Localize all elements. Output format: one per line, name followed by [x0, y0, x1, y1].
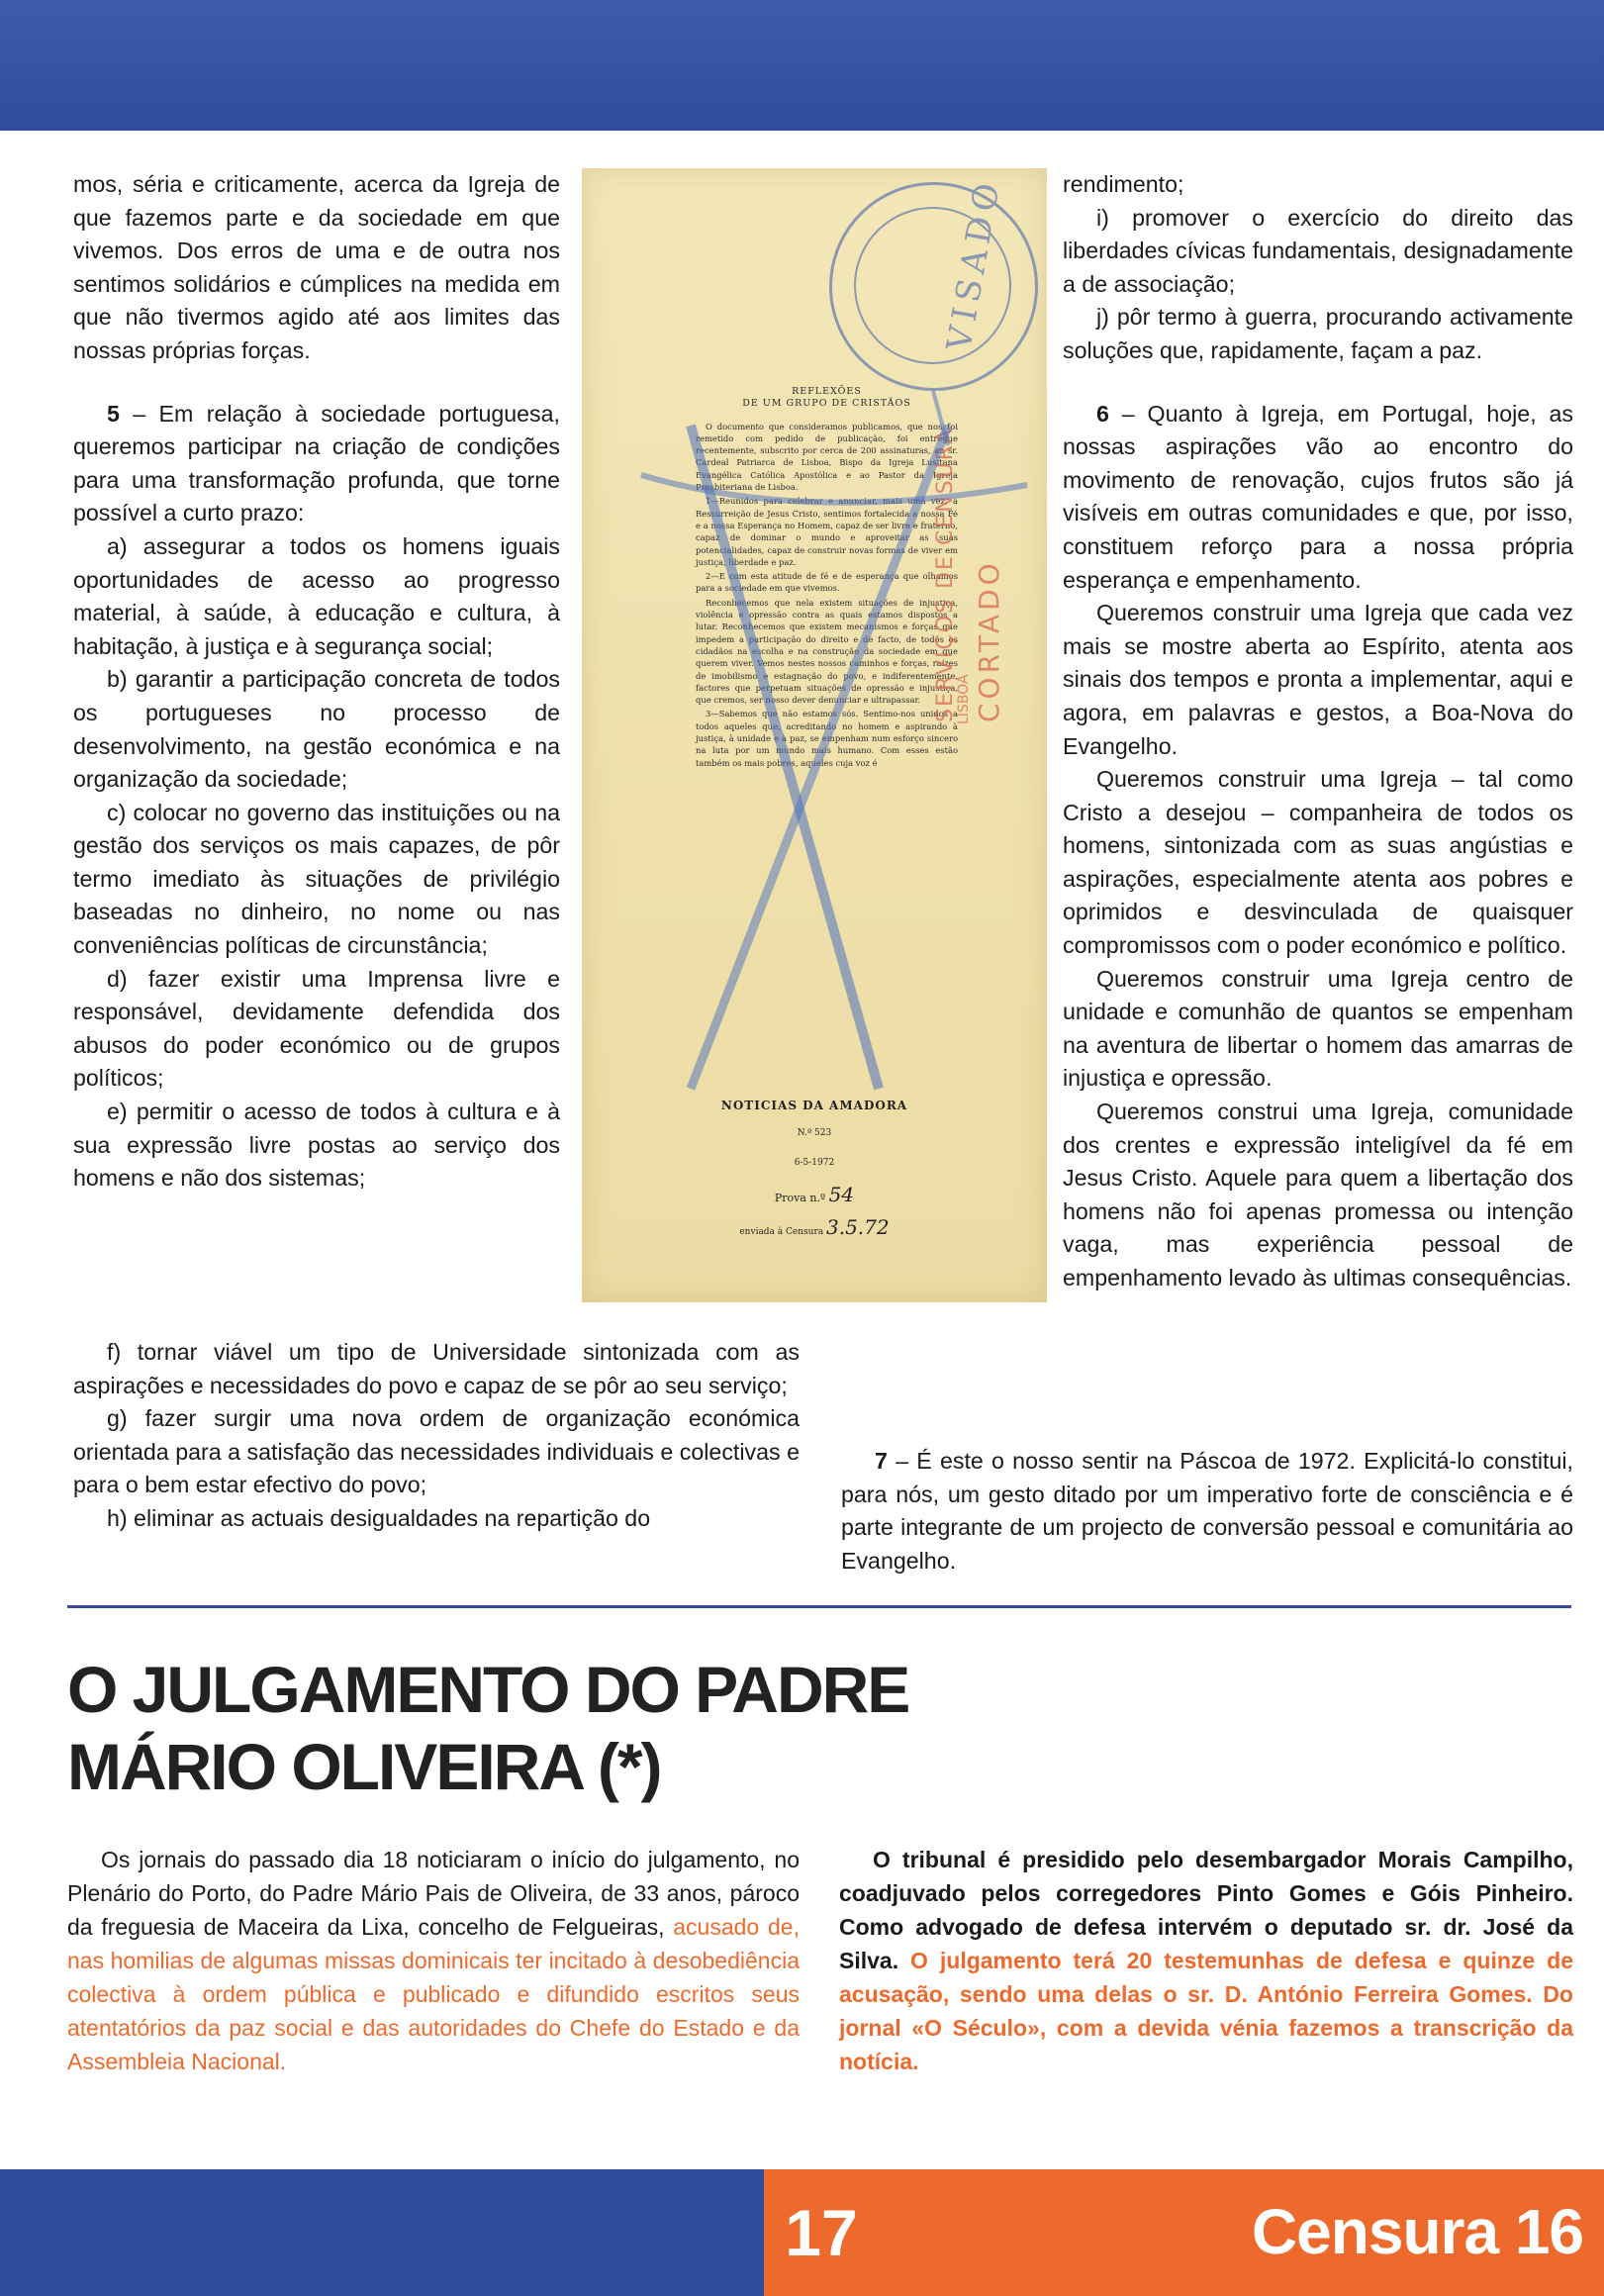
list-item: c) colocar no governo das instituições ou na gestão dos serviços os mais capazes, de pôr termo imediato às situações de privilégio baseadas no dinheiro, no nome ou nas conveniências políticas de circunstância;	[73, 799, 560, 959]
list-item: h) eliminar as actuais desigualdades na repartição do	[107, 1504, 651, 1531]
scan-paragraph: 3—Sabemos que não estamos sós. Sentimo-nos unidos a todos aqueles que, acreditando no homem e aspirando à justiça, à unidade e à paz, se empenham num esforço sincero na luta por um mundo mais humano. Com esses estão também os mais pobres, aqueles cuja voz é	[696, 709, 958, 768]
cortado-stamp: CORTADO	[973, 559, 1005, 722]
list-item: i) promover o exercício do direito das liberdades cívicas fundamentais, designadamente a de associação;	[1063, 204, 1573, 297]
section-divider	[67, 1605, 1571, 1608]
article-paragraph	[839, 1843, 1573, 2078]
list-item: j) pôr termo à guerra, procurando activamente soluções que, rapidamente, façam a paz.	[1063, 304, 1573, 363]
footer-blue	[0, 2169, 764, 2296]
censor-cross-marks	[582, 168, 1047, 1302]
section-6	[1063, 398, 1573, 598]
article-paragraph	[67, 1843, 800, 2078]
paragraph: Queremos construir uma Igreja – tal como Cristo a desejou – companheira de todos os homens, sintonizada com as suas angústias e aspirações, especialmente atenta aos pobres e oprimidos e desvinculada de quaisquer compromissos com o poder económico e político.	[1063, 766, 1573, 959]
right-column	[1063, 168, 1573, 1295]
article-highlight: O julgamento terá 20 testemunhas de defesa e quinze de acusação, sendo uma delas o sr. D. António Ferreira Gomes. Do jornal «O Século», com a devida vénia fazemos a transcrição da notícia.	[839, 1948, 1573, 2074]
scan-paragraph: 2—E com esta atitude de fé e de esperança que olhamos para a sociedade em que vivemos.	[696, 571, 958, 594]
paragraph: Queremos construi uma Igreja, comunidade dos crentes e expressão inteligível da fé em Jesus Cristo. Aquele para quem a libertação dos homens não foi apenas promessa ou intenção vaga, mas experiência pessoal de empenhamento levado às ultimas consequências.	[1063, 1099, 1573, 1291]
section-number: 5	[107, 400, 120, 427]
article-left	[67, 1843, 800, 2078]
article-text: O tribunal é presidido pelo desembargador Morais Campilho, coadjuvado pelos corregedores Pinto Gomes e Góis Pinheiro. Como advogado de defesa intervém o deputado sr. dr. José da Silva.	[839, 1847, 1573, 1973]
section-intro: – Quanto à Igreja, em Portugal, hoje, as nossas aspirações vão ao encontro do movimento de renovação, cujos frutos são já visíveis em outras comunidades e que, por isso, constituem reforço para a nossa própria esperança e empenhamento.	[1063, 400, 1573, 593]
section-5	[73, 398, 560, 530]
scan-paragraph: 1—Reunidos para celebrar e anunciar, mais uma vez, a Ressurreição de Jesus Cristo, sentimos fortalecida a nossa Fé e a nossa Esperança no Homem, capaz de ser livre e fraterno, capaz de dominar o mundo e aproveitar as suas potencialidades, capaz de construir novas formas de viver em justiça, liberdade e paz.	[696, 496, 958, 567]
censorship-stamp-city: LISBOA	[956, 674, 972, 724]
scan-issue: N.º 523	[797, 1128, 832, 1138]
paragraph: Queremos construir uma Igreja que cada vez mais se mostre aberta ao Espírito, atenta aos sinais dos tempos e pronta a implementar, aqui e agora, em palavras e gestos, a Boa-Nova do Evangelho.	[1063, 600, 1573, 759]
censorship-stamp: SERVIÇOS DE CENSURA	[933, 427, 958, 722]
scan-source: NOTICIAS DA AMADORA	[720, 1099, 908, 1112]
left-wide-column	[73, 1336, 800, 1536]
paragraph: mos, séria e criticamente, acerca da Igreja de que fazemos parte e da sociedade em que vivemos. Dos erros de uma e de outra nos sentimos solidários e cúmplices na medida em que não tivermos agido até aos limites das nossas próprias forças.	[73, 171, 560, 363]
list-item: g) fazer surgir uma nova ordem de organização económica orientada para a satisfação das necessidades individuais e colectivas e para o bem estar efectivo do povo;	[73, 1405, 800, 1498]
article-title	[67, 1651, 1057, 1805]
scan-enviada: enviada à Censura 3.5.72	[739, 1215, 890, 1239]
scan-date: 6-5-1972	[794, 1158, 835, 1168]
section-7-column	[841, 1445, 1573, 1578]
section-7	[841, 1445, 1573, 1578]
title-line: MÁRIO OLIVEIRA (*)	[67, 1730, 661, 1803]
scan-paragraph: O documento que consideramos publicamos, que nos foi remetido com pedido de publicação, foi entregue recentemente, subscrito por cerca de 200 assinaturas, ao sr. Cardeal Patriarca de Lisboa, Bispo da Igreja Lusitana Evangélica Católica Apostólica e ao Pastor da Igreja Presbiteriana de Lisboa.	[696, 421, 958, 493]
article-highlight: acusado de, nas homilias de algumas missas dominicais ter incitado à desobediência colectiva à ordem pública e publicado e difundido escritos seus atentatórios da paz social e das autoridades do Chefe do Estado e da Assembleia Nacional.	[67, 1914, 800, 2074]
publication-name: Censura 16	[1251, 2196, 1583, 2267]
section-number: 6	[1096, 400, 1109, 427]
top-banner	[0, 0, 1604, 131]
censored-document-scan	[582, 168, 1047, 1302]
list-item: a) assegurar a todos os homens iguais oportunidades de acesso ao progresso material, à saúde, à educação e cultura, à habitação, à justiça e à segurança social;	[73, 532, 560, 659]
list-item: d) fazer existir uma Imprensa livre e responsável, devidamente defendida dos abusos do poder económico ou de grupos políticos;	[73, 965, 560, 1092]
list-item: f) tornar viável um tipo de Universidade sintonizada com as aspirações e necessidades do povo e capaz de se pôr ao seu serviço;	[73, 1339, 800, 1398]
paragraph: rendimento;	[1063, 171, 1184, 197]
visado-stamp: VISADO	[829, 182, 1038, 391]
title-line: O JULGAMENTO DO PADRE	[67, 1653, 909, 1726]
section-number: 7	[875, 1448, 888, 1474]
article-right	[839, 1843, 1573, 2078]
left-column	[73, 168, 560, 1196]
section-intro: – Em relação à sociedade portuguesa, queremos participar na criação de condições para uma transformação profunda, que torne possível a curto prazo:	[73, 400, 560, 526]
page-number: 17	[785, 2196, 858, 2269]
paragraph: Queremos construir uma Igreja centro de unidade e comunhão de quantos se empenham na aventura de libertar o homem das amarras de injustiça e opressão.	[1063, 965, 1573, 1092]
list-item: b) garantir a participação concreta de todos os portugueses no processo de desenvolvimento, na gestão económica e na organização da sociedade;	[73, 666, 560, 793]
scan-paragraph: Reconhecemos que nela existem situações de injustiça, violência e opressão contra as quais estamos dispostos a lutar. Reconhecemos que existem mecanismos e forças que impedem a participação do direito e de facto, de todos os cidadãos na escolha e na construção da sociedade em que querem viver. Vemos nestes nossos caminhos e forças, raízes de imobilismo e estagnação do povo, e indiferentemente, factores que perpetuam situações de opressão e injustiça, que cremos, ser nosso dever denunciar e ultrapassar.	[696, 597, 958, 706]
scan-prova: Prova n.º 54	[774, 1183, 855, 1206]
list-item: e) permitir o acesso de todos à cultura e à sua expressão livre postas ao serviço dos homens e não dos sistemas;	[73, 1099, 560, 1192]
scan-heading: REFLEXÕES DE UM GRUPO DE CRISTÃOS	[742, 386, 911, 410]
article-text: Os jornais do passado dia 18 noticiaram o início do julgamento, no Plenário do Porto, do Padre Mário Pais de Oliveira, de 33 anos, pároco da freguesia de Maceira da Lixa, concelho de Felgueiras,	[67, 1847, 800, 1940]
section-text: – É este o nosso sentir na Páscoa de 1972. Explicitá-lo constitui, para nós, um gesto ditado por um imperativo forte de consciência e é parte integrante de um projecto de conversão pessoal e comunitária ao Evangelho.	[841, 1448, 1573, 1574]
